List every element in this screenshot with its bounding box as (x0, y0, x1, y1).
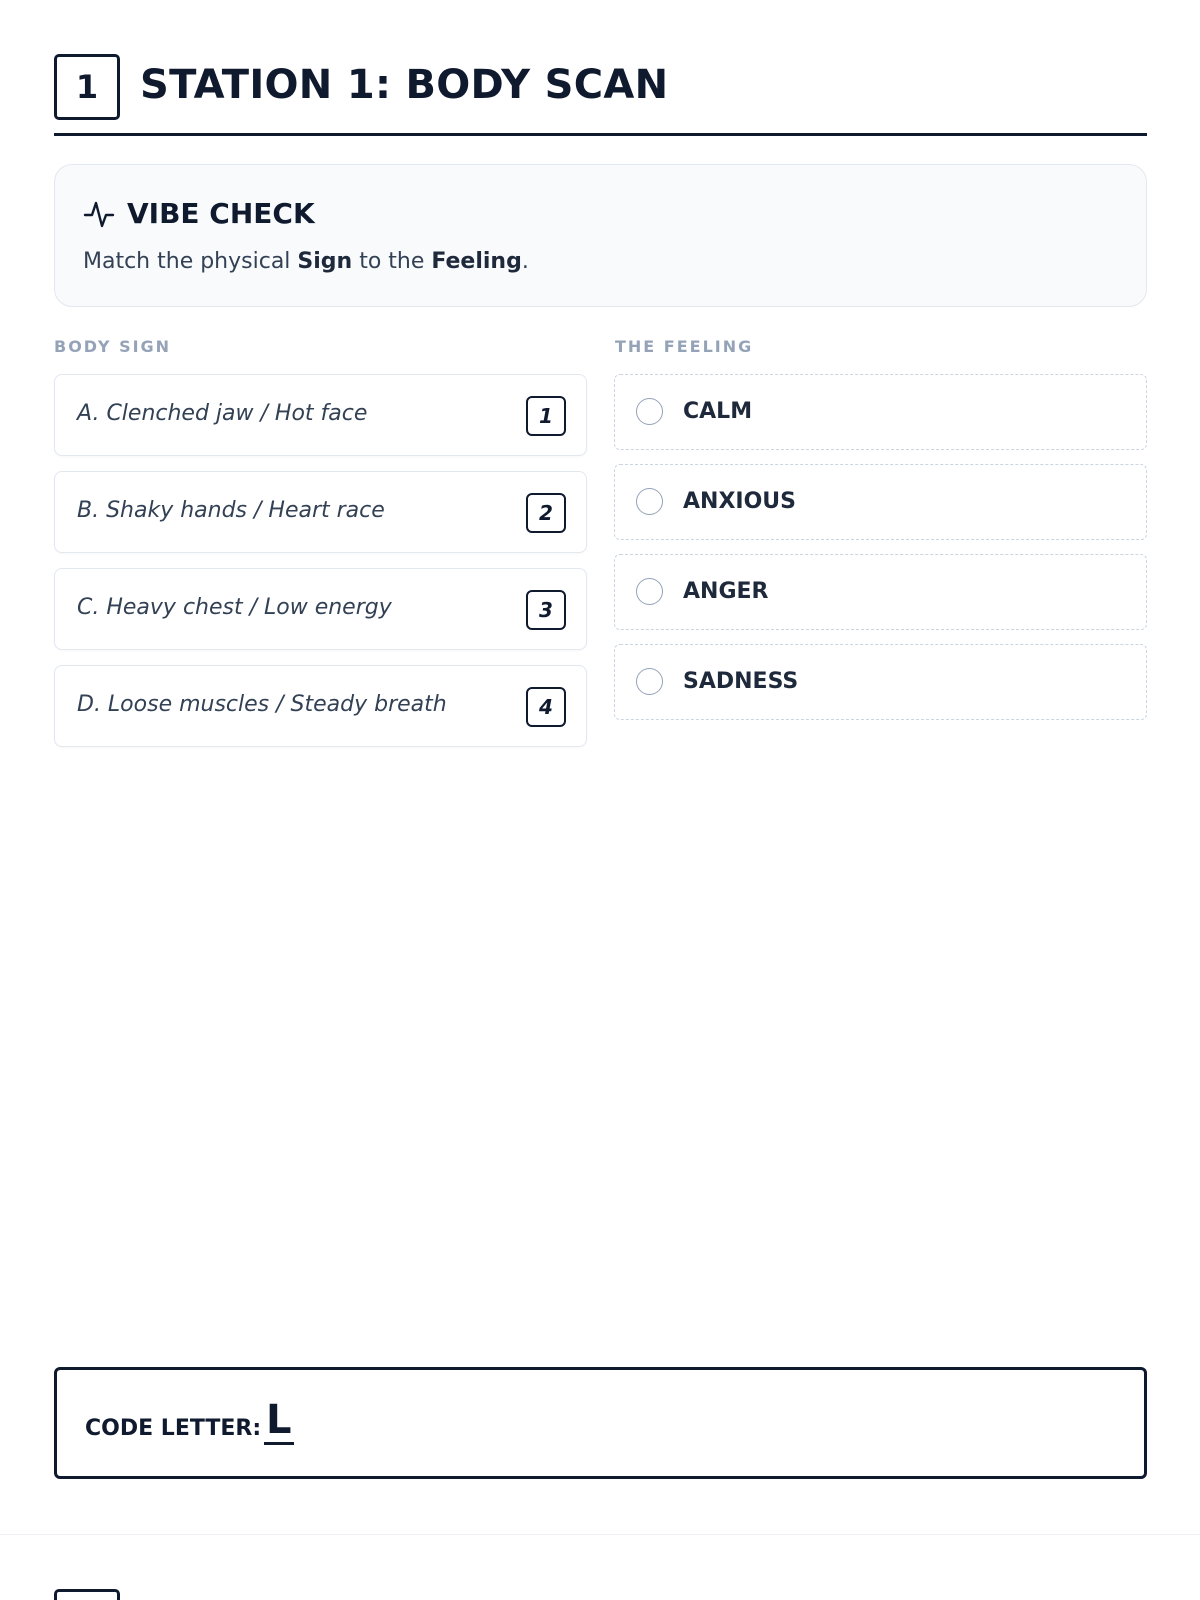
instruction-sign-word: Sign (297, 249, 353, 274)
sign-number-badge: 1 (526, 396, 566, 436)
vibe-check-card (54, 164, 1147, 307)
feeling-option-anxious[interactable] (614, 464, 1147, 540)
instruction-text: to the (352, 249, 432, 274)
radio-button[interactable] (636, 398, 663, 425)
sign-card-d (54, 665, 587, 747)
vibe-check-title: VIBE CHECK (127, 197, 315, 230)
sign-number-badge: 3 (526, 590, 566, 630)
feeling-label: ANGER (683, 579, 769, 604)
sign-text: C. Heavy chest / Low energy (77, 595, 392, 620)
feeling-option-sadness[interactable] (614, 644, 1147, 720)
instruction-text: . (521, 249, 529, 274)
sign-text: A. Clenched jaw / Hot face (77, 401, 368, 426)
feeling-column-label: THE FEELING (615, 337, 754, 356)
vibe-check-heading (83, 197, 315, 230)
code-letter-box (54, 1367, 1147, 1479)
code-letter-value: L (266, 1397, 292, 1443)
instruction-feeling-word: Feeling (431, 249, 522, 274)
sign-card-b (54, 471, 587, 553)
station-title: STATION 1: BODY SCAN (140, 62, 669, 108)
feeling-label: ANXIOUS (683, 489, 796, 514)
sign-card-a (54, 374, 587, 456)
radio-button[interactable] (636, 578, 663, 605)
vibe-check-instructions (83, 249, 529, 274)
radio-button[interactable] (636, 668, 663, 695)
sign-number-badge: 4 (526, 687, 566, 727)
feeling-label: CALM (683, 399, 753, 424)
instruction-text: Match the physical (83, 249, 298, 274)
sign-text: D. Loose muscles / Steady breath (77, 692, 447, 717)
sign-card-c (54, 568, 587, 650)
sign-text: B. Shaky hands / Heart race (77, 498, 385, 523)
feeling-label: SADNESS (683, 669, 799, 694)
radio-button[interactable] (636, 488, 663, 515)
sign-number-badge: 2 (526, 493, 566, 533)
next-station-number-badge (54, 1589, 120, 1600)
feeling-option-calm[interactable] (614, 374, 1147, 450)
code-letter-label: CODE LETTER: (85, 1416, 262, 1441)
section-divider (0, 1534, 1200, 1535)
station-number-badge: 1 (54, 54, 120, 120)
feeling-option-anger[interactable] (614, 554, 1147, 630)
station-header (54, 54, 1147, 136)
body-sign-column-label: BODY SIGN (54, 337, 172, 356)
activity-pulse-icon (83, 198, 115, 230)
